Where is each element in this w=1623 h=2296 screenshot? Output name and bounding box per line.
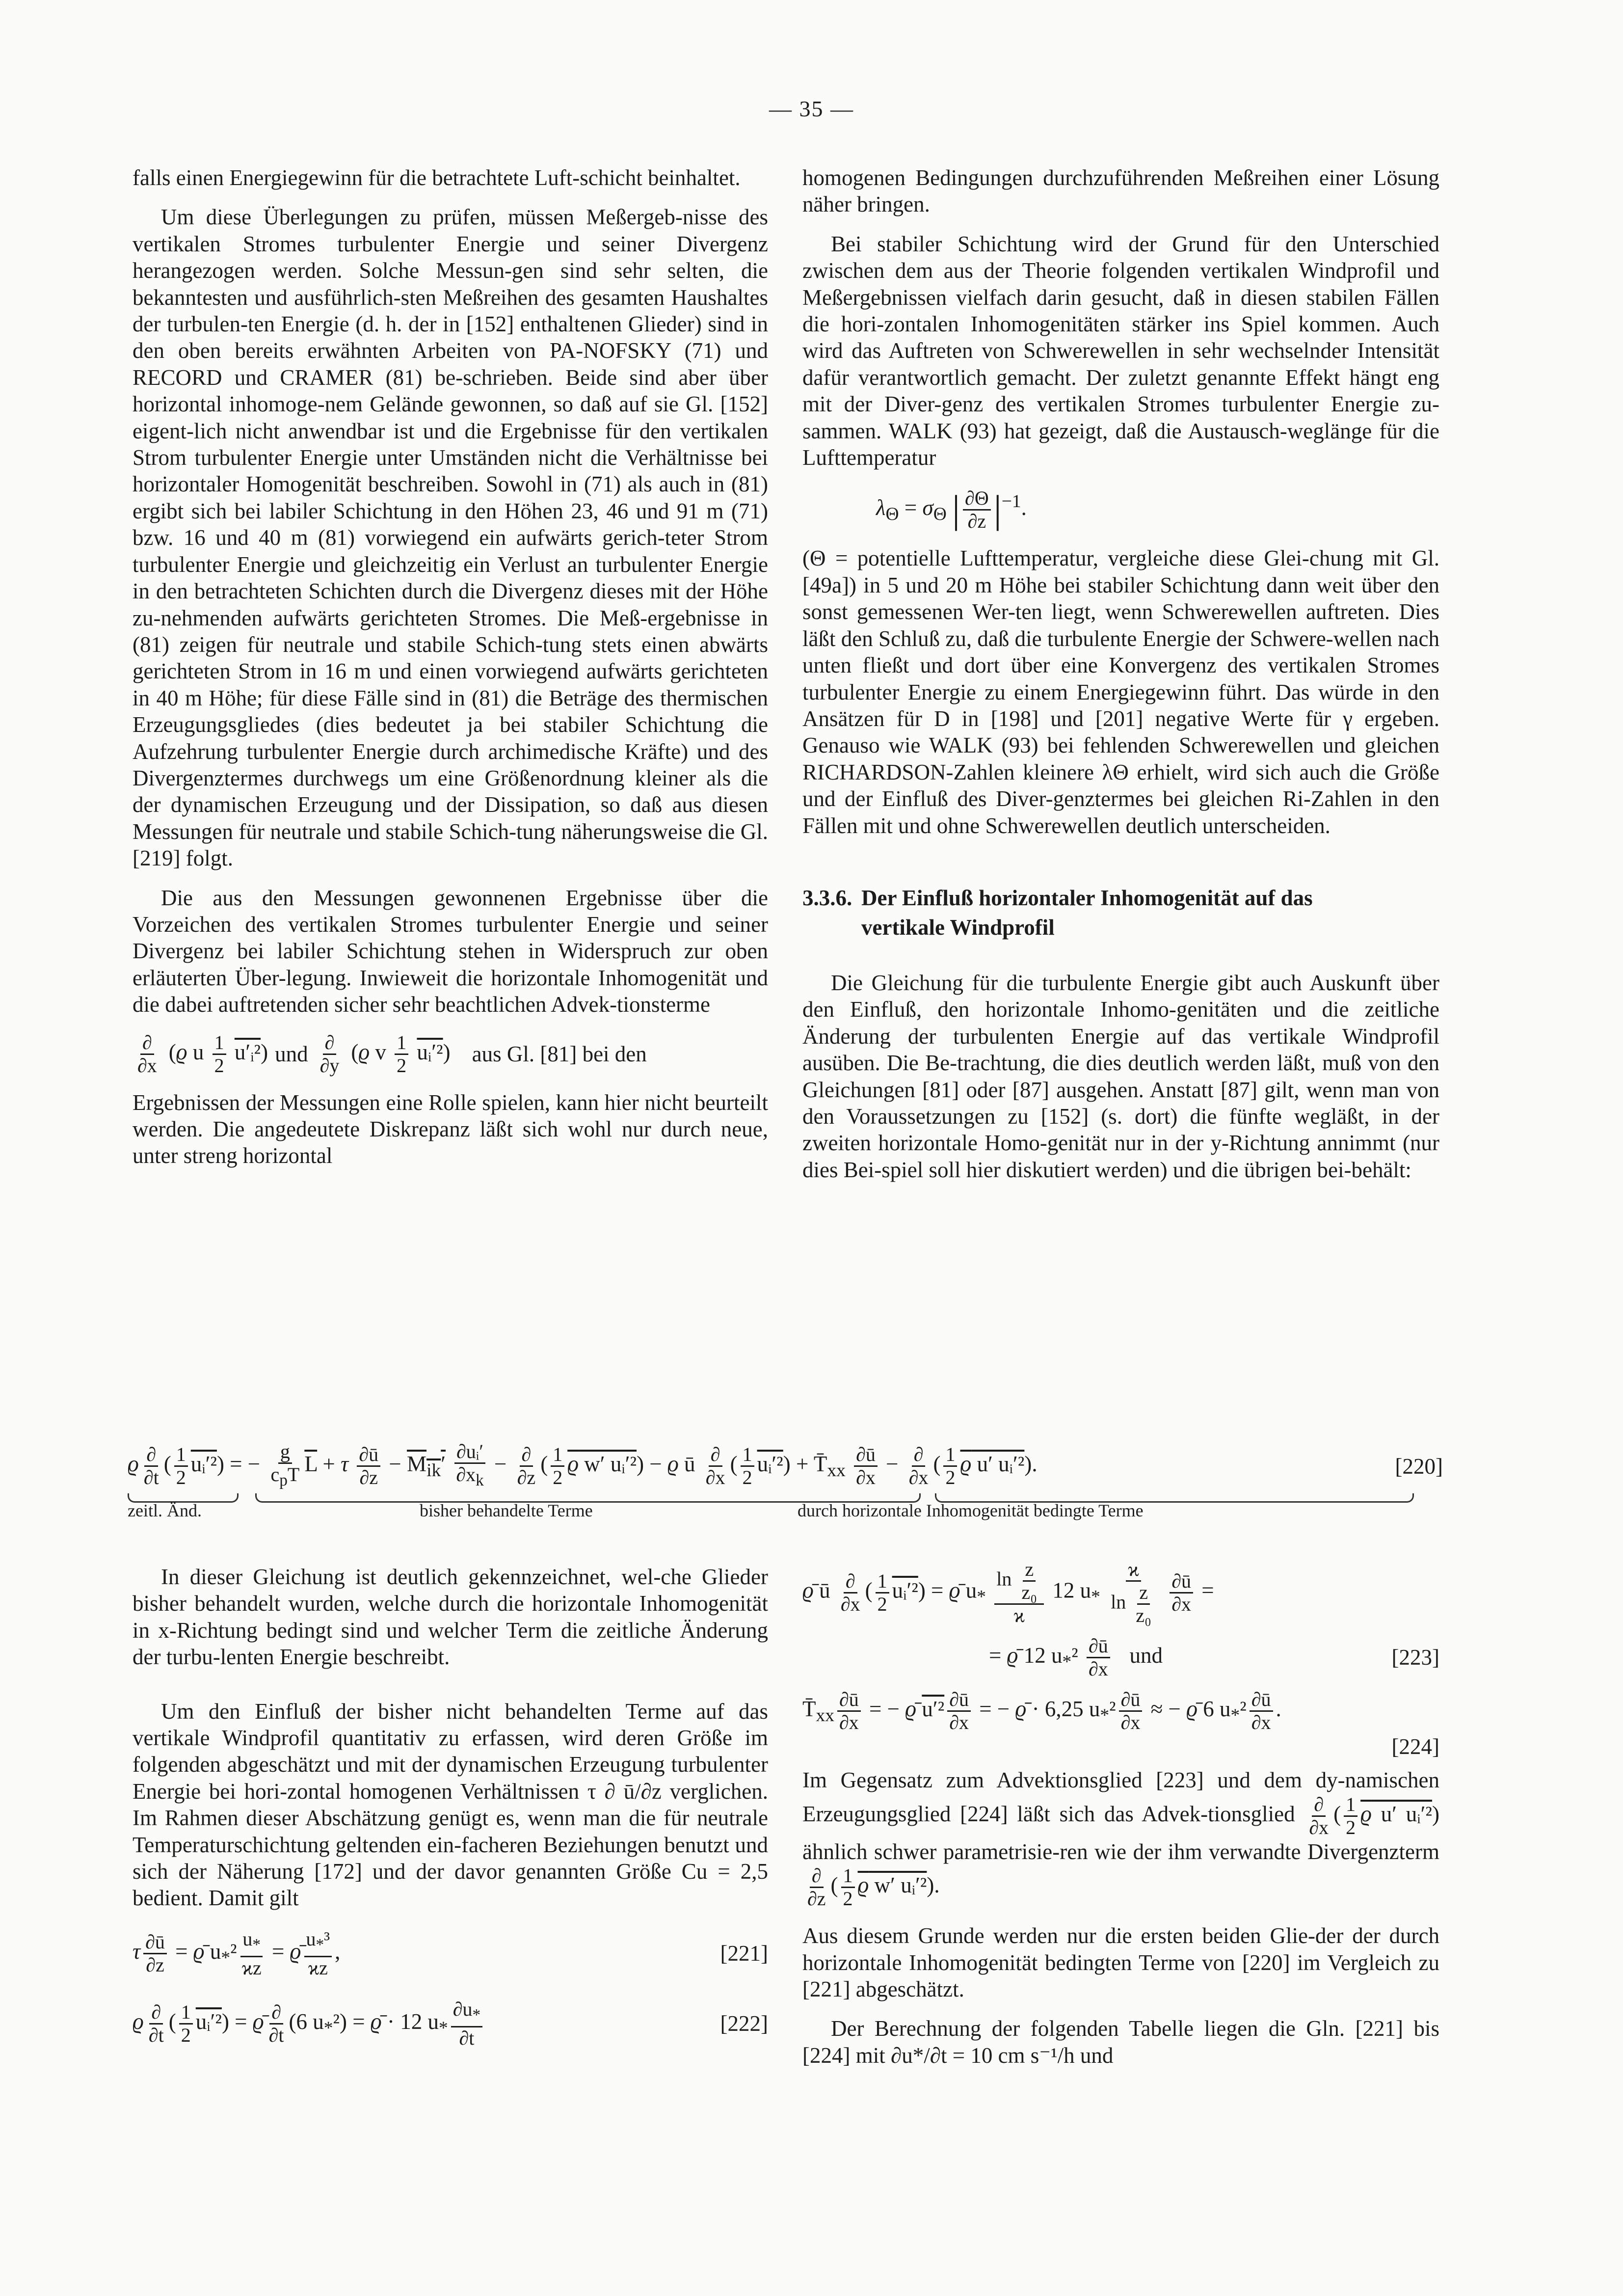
equation-number: [221] xyxy=(720,1941,768,1966)
right-column-lower xyxy=(802,1559,1439,2069)
eq-connector: und xyxy=(275,1041,308,1066)
lambda-equation: $\lambda_\Theta = \sigma_\Theta$ | $\frac{\partial\Theta}{\partial z}$ $|^{-1}$. xyxy=(876,487,1027,533)
math-expr: (ϱ u $\frac{1}{2}$ u′ᵢ²) xyxy=(168,1031,268,1077)
equation-224-body: $T̄_{xx}$ $\frac{\partial ū}{\partial x}$ = − ϱ̄ u′² $\frac{\partial ū}{\partial x}$ = − ϱ̄ · 6,25 $u_*^2$ $\frac{\partial ū}{\partial x}$ ≈ − ϱ̄ 6 $u_*^2$ $\frac{\partial ū}{\partial x}$ . xyxy=(802,1688,1281,1733)
paragraph: Im Gegensatz zum Advektionsglied [223] und dem dy-namischen Erzeugungsglied [224] läßt sich das Advek-tionsglied $\frac{\partial}{\partial x}$ ( $\frac{1}{2}$ ϱ u′ uᵢ′²) ähnlich schwer parametrisie-ren wie der ihm verwandte Divergenzterm $\frac{\partial}{\partial z}$ ( $\frac{1}{2}$ ϱ w′ uᵢ′²). xyxy=(802,1768,1440,1910)
equation-body: ϱ $\frac{\partial}{\partial t}$ ( $\frac{1}{2}$ uᵢ′²) = − $\frac{g}{c_pT}$ $\overline{L} + \tau$ $\frac{\partial ū}{\partial z}$ − $M_{ik}'$ $\frac{\text{∂uᵢ′}}{\partial x_k}$ − $\frac{\partial}{\partial z}$ ( $\frac{1}{2}$ ϱ w′ uᵢ′²) − ϱ ū $\frac{\partial}{\partial x}$ ( $\frac{1}{2}$ uᵢ′²) + $T̄_{xx}$ $\frac{\partial ū}{\partial x}$ − $\frac{\partial}{\partial x}$ ( $\frac{1}{2}$ ϱ u′ uᵢ′²). xyxy=(128,1440,1038,1489)
math-expr: (ϱ v $\frac{1}{2}$ uᵢ′²) xyxy=(351,1031,451,1077)
equation-223 xyxy=(802,1559,1439,1680)
page-number: — 35 — xyxy=(769,96,854,121)
label-time-change: zeitl. Änd. xyxy=(128,1501,202,1520)
eq-tail-text: aus Gl. [81] bei den xyxy=(472,1041,647,1066)
left-column-lower xyxy=(133,1564,768,2049)
paragraph-part: ähnlich schwer parametrisie-ren wie der ihm verwandte Divergenzterm xyxy=(802,1839,1439,1864)
paragraph: Der Berechnung der folgenden Tabelle liegen die Gln. [221] bis [224] mit ∂u*/∂t = 10 cm s⁻¹/h und xyxy=(802,2016,1439,2068)
paragraph: Um den Einfluß der bisher nicht behandelten Terme auf das vertikale Windprofil quantitativ zu erfassen, wird deren Größe im folgenden abgeschätzt und mit der dynamischen Erzeugung turbulenter Energie bei hori-zontal homogenen Verhältnissen τ ∂ ū/∂z verglichen. Im Rahmen dieser Abschätzung genügt es, wenn man die für neutrale Temperaturschichtung geltenden ein-facheren Beziehungen benutzt und sich der Näherung [172] und der davor genannten Größe Cu = 2,5 bedient. Damit gilt xyxy=(133,1699,768,1911)
left-column xyxy=(133,164,768,1169)
label-inhomogeneity-terms: durch horizontale Inhomogenität bedingte Terme xyxy=(798,1501,1144,1520)
equation-number: [224] xyxy=(1391,1734,1439,1759)
equation-number: [222] xyxy=(720,2011,768,2036)
equation-222 xyxy=(133,1999,768,2049)
section-title-line1: Der Einfluß horizontaler Inhomogenität auf das xyxy=(861,885,1313,910)
section-number: 3.3.6. xyxy=(802,885,852,910)
equation-223-line2: = ϱ̄ 12 $u_*^2$ $\frac{\partial ū}{\partial x}$ und xyxy=(989,1635,1163,1680)
paragraph: Um diese Überlegungen zu prüfen, müssen Meßergeb-nisse des vertikalen Stromes turbulenter Energie und seiner Divergenz herangezogen werden. Solche Messun-gen sind sehr selten, die bekanntesten und ausführlich-sten Meßreihen des gesamten Haushaltes der turbulen-ten Energie (d. h. der in [152] enthaltenen Glieder) sind in den oben bereits erwähnten Arbeiten von PA-NOFSKY (71) und RECORD und CRAMER (81) be-schrieben. Beide sind aber über horizontal inhomoge-nem Gelände gewonnen, so daß auf sie Gl. [152] eigent-lich nicht anwendbar ist und die Ergebnisse für den vertikalen Strom turbulenter Energie unter Umständen nicht die Verhältnisse bei horizontaler Homogenität beschreiben. Sowohl in (71) als auch in (81) ergibt sich bei labiler Schichtung in den Höhen 23, 46 und 91 m (71) bzw. 16 und 40 m (81) vorwiegend ein aufwärts gerich-teter Strom turbulenter Energie und gleichzeitig ein Verlust an turbulenter Energie in den betrachteten Schichten durch die Divergenz dieses mit der Höhe zu-nehmenden aufwärts gerichteten Stromes. Die Meß-ergebnisse in (81) zeigen für neutrale und stabile Schich-tung stets einen abwärts gerichteten Strom in 16 m und einen vorwiegend aufwärts gerichteten in 40 m Höhe; für diese Fälle sind in (81) die Beträge des thermischen Erzeugungsgliedes (dies bedeutet ja bei stabiler Schichtung die Aufzehrung turbulenter Energie durch archimedische Kräfte) und des Divergenztermes durchwegs um eine Größenordnung kleiner als die der dynamischen Erzeugung und der Dissipation, so daß aus diesen Messungen für neutrale und stabile Schich-tung näherungsweise die Gl. [219] folgt. xyxy=(133,205,768,871)
label-treated-terms: bisher behandelte Terme xyxy=(420,1501,593,1520)
paragraph: Die Gleichung für die turbulente Energie gibt auch Auskunft über den Einfluß, den horizontale Inhomo-genitäten und die zeitliche Änderung der turbulenten Energie auf das vertikale Windprofil ausüben. Die Be-trachtung, die dies deutlich werden läßt, muß von den Gleichungen [81] oder [87] ausgehen. Anstatt [87] gilt, wenn man von den Voraussetzungen zu [152] (s. dort) die fünfte wegläßt, in der zweiten horizontale Homo-genität nur in der y-Richtung annimmt (nur dies Bei-spiel soll hier diskutiert werden) und die übrigen bei-behält: xyxy=(802,970,1439,1182)
equation-number: [220] xyxy=(1395,1454,1443,1479)
eq-connector: und xyxy=(1129,1643,1163,1668)
paragraph: Bei stabiler Schichtung wird der Grund für den Unterschied zwischen dem aus der Theorie folgenden vertikalen Windprofil und Meßergebnissen vielfach darin gesucht, daß in diesen stabilen Fällen die hori-zontalen Inhomogenitäten stärker ins Spiel kommen. Auch wird das Auftreten von Schwerewellen in sehr wechselnder Intensität dafür verantwortlich gemacht. Der zuletzt genannte Effekt hängt eng mit der Diver-genz des vertikalen Stromes turbulenter Energie zu-sammen. WALK (93) hat gezeigt, daß die Austausch-weglänge für die Lufttemperatur xyxy=(802,231,1439,470)
equation-body: τ $\frac{\partial ū}{\partial z}$ = ϱ̄ $u_*^2$ $\frac{u_*}{ϰz}$ = ϱ̄ $\frac{u_*^3}{ϰz}$ , xyxy=(133,1927,341,1979)
equation-220 xyxy=(128,1441,1443,1523)
equation-body: ϱ $\frac{\partial}{\partial t}$ ( $\frac{1}{2}$ uᵢ′²) = ϱ̄ $\frac{\partial}{\partial t}$ (6 $u_*^2$) = ϱ̄ · 12 $u_*$ $\frac{\partial u_*}{\partial t}$ xyxy=(133,1999,485,2049)
paragraph: Die aus den Messungen gewonnenen Ergebnisse über die Vorzeichen des vertikalen Stromes turbulenter Energie und seiner Divergenz bei labiler Schichtung stehen in Widerspruch zur oben erläuterten Über-legung. Inwieweit die horizontale Inhomogenität und die dabei auftretenden sicher sehr beachtlichen Advek-tionsterme xyxy=(133,885,768,1017)
section-heading xyxy=(802,883,1439,942)
paragraph: Aus diesem Grunde werden nur die ersten beiden Glie-der der durch horizontale Inhomogenität bedingten Terme von [220] im Vergleich zu [221] abgeschätzt. xyxy=(802,1923,1439,2002)
paragraph: homogenen Bedingungen durchzuführenden Meßreihen einer Lösung näher bringen. xyxy=(802,165,1439,217)
right-column xyxy=(802,164,1439,1183)
equation-223-line1: ϱ̄ ū $\frac{\partial}{\partial x}$ ( $\frac{1}{2}$ uᵢ′²) = ϱ̄ $u_*$ ln $\frac{z}{\text{z₀}}$ ϰ 12 $u_*$ ϰ ln $\frac{z}{\text{z₀}}$ $\frac{\partial ū}{\partial x}$ = xyxy=(802,1558,1214,1626)
equation-number: [223] xyxy=(1391,1645,1439,1670)
equation-brace-labels xyxy=(128,1493,1443,1523)
section-title-line2: vertikale Windprofil xyxy=(861,915,1055,940)
advection-terms-equation: $\frac{\partial}{\partial x}$ (ϱ u $\frac{1}{2}$ u′ᵢ²) und $\frac{\partial}{\partial y}$ (ϱ v $\frac{1}{2}$ uᵢ′²) aus Gl. [81] bei den xyxy=(137,1031,647,1077)
equation-221 xyxy=(133,1928,768,1979)
paragraph: In dieser Gleichung ist deutlich gekennzeichnet, wel-che Glieder bisher behandelt wurden, welche durch die horizontale Inhomogenität in x-Richtung bedingt sind und welcher Term die zeitliche Änderung der turbu-lenten Energie beschreibt. xyxy=(133,1565,768,1670)
paragraph: Ergebnissen der Messungen eine Rolle spielen, kann hier nicht beurteilt werden. Die angedeutete Diskrepanz läßt sich wohl nur durch neue, unter streng horizontal xyxy=(133,1090,768,1168)
paragraph: falls einen Energiegewinn für die betrachtete Luft-schicht beinhaltet. xyxy=(133,165,741,190)
equation-224 xyxy=(802,1689,1439,1760)
paragraph: (Θ = potentielle Lufttemperatur, vergleiche diese Glei-chung mit Gl. [49a]) in 5 und 20 m Höhe bei stabiler Schichtung dann weit über den sonst gemessenen Wer-ten liegt, wenn Schwerewellen auftreten. Dies läßt den Schluß zu, daß die turbulente Energie der Schwere-wellen nach unten fließt und dort über eine Konvergenz des vertikalen Stromes turbulenter Energie zu einem Energiegewinn führt. Das würde in den Ansätzen für D in [198] und [201] negative Werte für γ ergeben. Genauso wie WALK (93) bei fehlenden Schwerewellen und gleichen RICHARDSON-Zahlen kleinere λΘ erhielt, wird sich auch die Größe und der Einfluß des Diver-genztermes bei gleichen Ri-Zahlen in den Fällen mit und ohne Schwerewellen deutlich unterscheiden. xyxy=(802,546,1439,838)
paragraph-part: Im Gegensatz zum Advektionsglied [223] und dem dy-namischen Erzeugungsglied [224] läßt sich das Advek-tionsglied xyxy=(802,1768,1439,1826)
